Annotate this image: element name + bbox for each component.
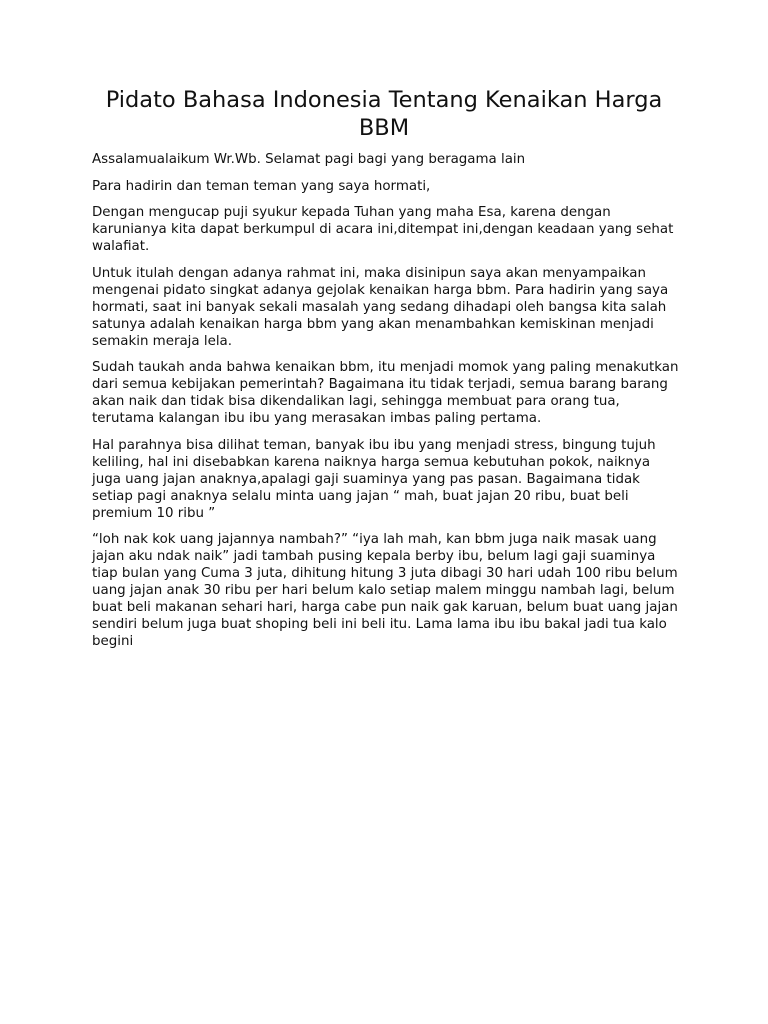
paragraph-gratitude: Dengan mengucap puji syukur kepada Tuhan yang maha Esa, karena dengan karunianya kita dapat berkumpul di acara ini,ditempat ini,dengan keadaan yang sehat walafiat. (92, 205, 674, 254)
document-title: Pidato Bahasa Indonesia Tentang Kenaikan Harga BBM (105, 87, 663, 141)
paragraph-greeting: Assalamualaikum Wr.Wb. Selamat pagi bagi yang beragama lain (92, 152, 526, 167)
document-body (92, 151, 680, 660)
paragraph-address: Para hadirin dan teman teman yang saya hormati, (92, 178, 431, 194)
paragraph-topic-intro: Untuk itulah dengan adanya rahmat ini, maka disinipun saya akan menyampaikan mengenai pidato singkat adanya gejolak kenaikan harga bbm. Para hadirin yang saya hormati, saat ini banyak sekali masalah yang sedang dihadapi oleh bangsa kita salah satunya adalah kenaikan harga bbm yang akan menambahkan kemiskinan menjadi semakin meraja lela. (92, 265, 669, 349)
paragraph-dialogue: “loh nak kok uang jajannya nambah?” “iya lah mah, kan bbm juga naik masak uang jajan aku ndak naik” jadi tambah pusing kepala berby ibu, belum lagi gaji suaminya tiap bulan yang Cuma 3 juta, dihitung hitung 3 juta dibagi 30 hari udah 100 ribu belum uang jajan anak 30 ribu per hari belum kalo setiap malem minggu nambah lagi, belum buat beli makanan sehari hari, harga cabe pun naik gak karuan, belum buat uang jajan sendiri belum juga buat shoping beli ini beli itu. Lama lama ibu ibu bakal jadi tua kalo begini (92, 532, 678, 649)
paragraph-mothers-stress: Hal parahnya bisa dilihat teman, banyak ibu ibu yang menjadi stress, bingung tujuh keliling, hal ini disebabkan karena naiknya harga semua kebutuhan pokok, naiknya juga uang jajan anaknya,apalagi gaji suaminya yang pas pasan. Bagaimana tidak setiap pagi anaknya selalu minta uang jajan “ mah, buat jajan 20 ribu, buat beli premium 10 ribu ” (92, 437, 656, 521)
paragraph-impact: Sudah taukah anda bahwa kenaikan bbm, itu menjadi momok yang paling menakutkan dari semua kebijakan pemerintah? Bagaimana itu tidak terjadi, semua barang barang akan naik dan tidak bisa dikendalikan lagi, sehingga membuat para orang tua, terutama kalangan ibu ibu yang merasakan imbas paling pertama. (92, 360, 679, 426)
